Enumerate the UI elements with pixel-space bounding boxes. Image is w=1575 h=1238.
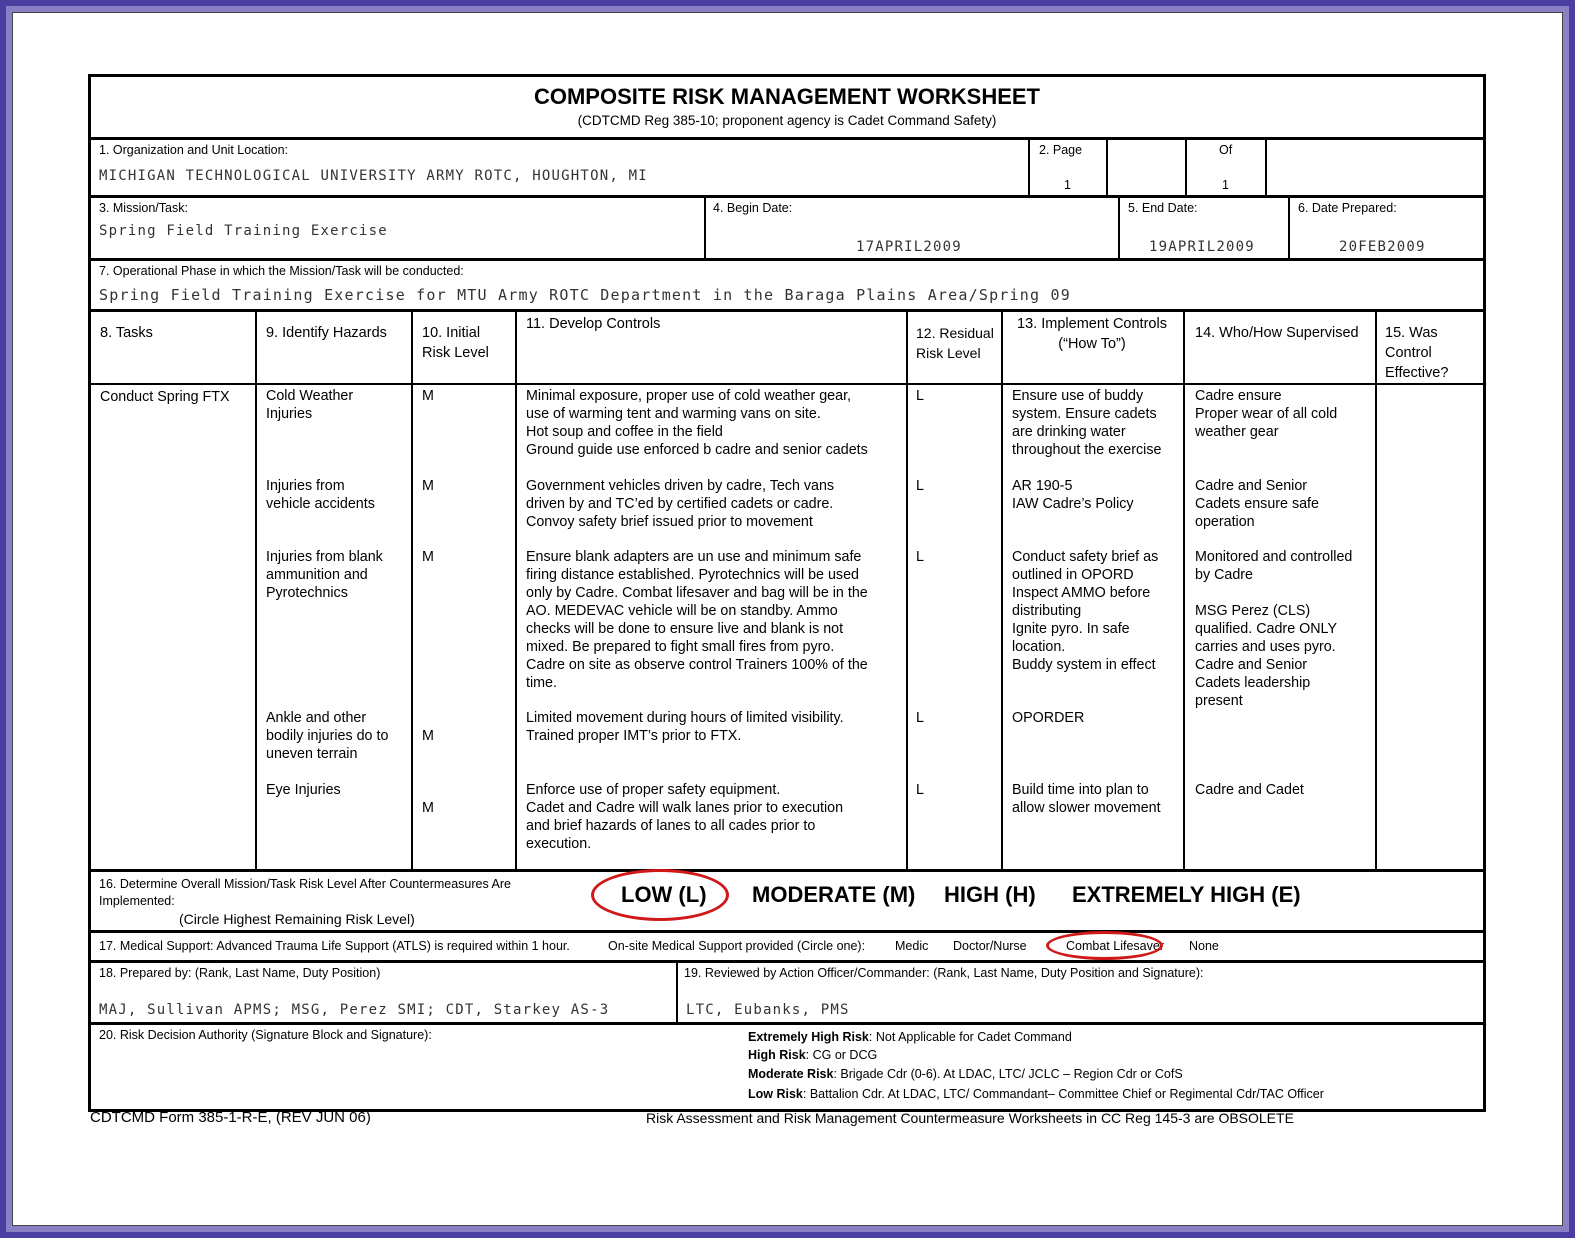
row-3-initial-risk: M bbox=[422, 549, 434, 565]
phase-label: 7. Operational Phase in which the Mission/Task will be conducted: bbox=[99, 264, 464, 278]
date-prepared-value: 20FEB2009 bbox=[1339, 239, 1426, 255]
row-2-implement-line: AR 190-5 bbox=[1012, 478, 1073, 494]
medical-label: 17. Medical Support: Advanced Trauma Life Support (ATLS) is required within 1 hour. bbox=[99, 939, 570, 953]
row-4-hazard bbox=[266, 709, 388, 763]
row-3-controls-line: checks will be done to ensure live and blank is not bbox=[526, 621, 844, 637]
divider bbox=[1001, 310, 1003, 869]
row-3-implement-line: Inspect AMMO before bbox=[1012, 585, 1151, 601]
column-residual-risk-line2: Risk Level bbox=[916, 345, 981, 361]
row-1-controls bbox=[526, 387, 868, 459]
of-value: 1 bbox=[1222, 178, 1229, 192]
risk-high[interactable]: HIGH (H) bbox=[944, 882, 1036, 907]
org-value: MICHIGAN TECHNOLOGICAL UNIVERSITY ARMY ROTC, HOUGHTON, MI bbox=[99, 168, 648, 184]
row-5-supervised-line: Cadre and Cadet bbox=[1195, 782, 1304, 798]
row-3-controls-line: time. bbox=[526, 675, 557, 691]
row-3-supervised-line: present bbox=[1195, 693, 1243, 709]
row-1-supervised-line: Cadre ensure bbox=[1195, 388, 1282, 404]
row-3-hazard-line: Pyrotechnics bbox=[266, 585, 348, 601]
authority-high-text: : CG or DCG bbox=[805, 1048, 878, 1062]
row-5-supervised bbox=[1195, 781, 1304, 799]
authority-low bbox=[748, 1087, 1324, 1101]
authority-label: 20. Risk Decision Authority (Signature Block and Signature): bbox=[99, 1028, 432, 1042]
row-3-supervised-line: carries and uses pyro. bbox=[1195, 639, 1336, 655]
row-2-supervised-line: Cadre and Senior bbox=[1195, 478, 1308, 494]
column-initial-risk bbox=[422, 323, 489, 363]
authority-extreme-level: Extremely High Risk bbox=[748, 1030, 869, 1044]
row-3-supervised-line: Cadre and Senior bbox=[1195, 657, 1308, 673]
divider bbox=[1265, 138, 1267, 195]
row-4-controls-line: Trained proper IMT’s prior to FTX. bbox=[526, 728, 742, 744]
row-2-hazard-line: vehicle accidents bbox=[266, 496, 375, 512]
mission-label: 3. Mission/Task: bbox=[99, 201, 188, 215]
column-residual-risk-line1: 12. Residual bbox=[916, 325, 994, 341]
divider bbox=[1118, 196, 1120, 258]
authority-moderate-level: Moderate Risk bbox=[748, 1067, 834, 1081]
row-1-initial-risk: M bbox=[422, 388, 434, 404]
divider bbox=[1375, 310, 1377, 869]
overall-label-line1: 16. Determine Overall Mission/Task Risk Level After Countermeasures Are bbox=[99, 877, 511, 891]
task-value: Conduct Spring FTX bbox=[100, 389, 230, 405]
page-value: 1 bbox=[1064, 178, 1071, 192]
rule-phase bbox=[91, 309, 1483, 312]
authority-low-level: Low Risk bbox=[748, 1087, 803, 1101]
row-3-supervised-line: qualified. Cadre ONLY bbox=[1195, 621, 1337, 637]
column-tasks: 8. Tasks bbox=[100, 325, 153, 341]
divider bbox=[1028, 138, 1030, 195]
onsite-label: On-site Medical Support provided (Circle one): bbox=[608, 939, 866, 953]
row-3-controls-line: Cadre on site as observe control Trainers 100% of the bbox=[526, 657, 868, 673]
row-1-supervised-line: weather gear bbox=[1195, 424, 1279, 440]
authority-extreme bbox=[748, 1030, 1072, 1044]
row-1-implement-line: system. Ensure cadets bbox=[1012, 406, 1157, 422]
row-1-implement-line: throughout the exercise bbox=[1012, 442, 1162, 458]
risk-extremely-high[interactable]: EXTREMELY HIGH (E) bbox=[1072, 882, 1301, 907]
obsolete-note: Risk Assessment and Risk Management Countermeasure Worksheets in CC Reg 145-3 are OBSOLETE bbox=[646, 1110, 1294, 1126]
row-5-controls bbox=[526, 781, 843, 853]
row-5-implement bbox=[1012, 781, 1161, 817]
form-number: CDTCMD Form 385-1-R-E, (REV JUN 06) bbox=[90, 1109, 371, 1126]
row-5-hazard-line: Eye Injuries bbox=[266, 782, 341, 798]
column-residual-risk bbox=[916, 323, 994, 363]
row-1-controls-line: Hot soup and coffee in the field bbox=[526, 424, 723, 440]
row-1-supervised bbox=[1195, 387, 1337, 441]
end-date-value: 19APRIL2009 bbox=[1149, 239, 1255, 255]
row-4-controls-line: Limited movement during hours of limited visibility. bbox=[526, 710, 844, 726]
page-label: 2. Page bbox=[1039, 143, 1083, 157]
row-1-hazard-line: Injuries bbox=[266, 406, 313, 422]
medical-circle-mark bbox=[1046, 931, 1163, 960]
row-3-supervised bbox=[1195, 548, 1352, 710]
authority-high bbox=[748, 1048, 877, 1062]
divider bbox=[704, 196, 706, 258]
row-4-implement-line: OPORDER bbox=[1012, 710, 1085, 726]
row-5-initial-risk: M bbox=[422, 800, 434, 816]
row-5-controls-line: and brief hazards of lanes to all cades prior to bbox=[526, 818, 816, 834]
row-3-residual-risk: L bbox=[916, 549, 924, 565]
medical-option-none[interactable]: None bbox=[1189, 939, 1219, 953]
row-4-hazard-line: uneven terrain bbox=[266, 746, 358, 762]
row-1-supervised-line: Proper wear of all cold bbox=[1195, 406, 1338, 422]
rule-medical bbox=[91, 960, 1483, 963]
rule-mission bbox=[91, 258, 1483, 261]
begin-date-label: 4. Begin Date: bbox=[713, 201, 793, 215]
rule-prepared bbox=[91, 1022, 1483, 1025]
medical-option-cls[interactable]: Combat Lifesaver bbox=[1066, 939, 1164, 953]
row-1-implement-line: are drinking water bbox=[1012, 424, 1126, 440]
row-3-implement-line: outlined in OPORD bbox=[1012, 567, 1134, 583]
row-4-initial-risk: M bbox=[422, 728, 434, 744]
row-1-controls-line: Ground guide use enforced b cadre and senior cadets bbox=[526, 442, 868, 458]
row-2-supervised-line: Cadets ensure safe bbox=[1195, 496, 1319, 512]
row-2-initial-risk: M bbox=[422, 478, 434, 494]
row-3-supervised-line: Monitored and controlled bbox=[1195, 549, 1353, 565]
authority-low-text: : Battalion Cdr. At LDAC, LTC/ Commandant– Committee Chief or Regimental Cdr/TAC Officer bbox=[802, 1087, 1324, 1101]
row-3-controls-line: only by Cadre. Combat lifesaver and bag will be in the bbox=[526, 585, 868, 601]
row-3-controls-line: firing distance established. Pyrotechnics will be used bbox=[526, 567, 859, 583]
column-initial-risk-line1: 10. Initial bbox=[422, 325, 481, 341]
overall-label-line2: Implemented: bbox=[99, 894, 175, 908]
worksheet-title: COMPOSITE RISK MANAGEMENT WORKSHEET bbox=[533, 84, 1040, 109]
row-5-implement-line: allow slower movement bbox=[1012, 800, 1161, 816]
row-2-controls-line: Government vehicles driven by cadre, Tech vans bbox=[526, 478, 835, 494]
row-2-implement-line: IAW Cadre’s Policy bbox=[1012, 496, 1134, 512]
column-effective-line2: Control bbox=[1385, 345, 1432, 361]
mission-value: Spring Field Training Exercise bbox=[99, 223, 388, 239]
row-2-hazard bbox=[266, 477, 375, 513]
column-hazards: 9. Identify Hazards bbox=[266, 325, 387, 341]
rule-column-header bbox=[91, 383, 1483, 385]
row-4-implement bbox=[1012, 709, 1084, 727]
divider bbox=[676, 961, 678, 1022]
date-prepared-label: 6. Date Prepared: bbox=[1298, 201, 1397, 215]
column-effective-line3: Effective? bbox=[1385, 365, 1449, 381]
divider bbox=[1288, 196, 1290, 258]
medical-option-doctor[interactable]: Doctor/Nurse bbox=[953, 939, 1027, 953]
row-3-supervised-line: Cadets leadership bbox=[1195, 675, 1311, 691]
row-5-controls-line: execution. bbox=[526, 836, 592, 852]
row-3-controls-line: AO. MEDEVAC vehicle will be on standby. Ammo bbox=[526, 603, 838, 619]
row-3-controls-line: Ensure blank adapters are un use and minimum safe bbox=[526, 549, 862, 565]
divider bbox=[255, 310, 257, 869]
reviewed-label: 19. Reviewed by Action Officer/Commander: (Rank, Last Name, Duty Position and Signature): bbox=[684, 966, 1204, 980]
divider bbox=[411, 310, 413, 869]
divider bbox=[906, 310, 908, 869]
risk-circle-mark bbox=[591, 869, 729, 921]
row-4-residual-risk: L bbox=[916, 710, 924, 726]
row-2-controls-line: driven by and TC’ed by certified cadets or cadre. bbox=[526, 496, 834, 512]
reviewed-value: LTC, Eubanks, PMS bbox=[686, 1002, 850, 1018]
column-implement-line2: (“How To”) bbox=[1058, 336, 1126, 352]
rule-org bbox=[91, 195, 1483, 198]
column-supervised: 14. Who/How Supervised bbox=[1195, 325, 1359, 341]
row-1-implement bbox=[1012, 387, 1161, 459]
row-1-controls-line: Minimal exposure, proper use of cold weather gear, bbox=[526, 388, 852, 404]
rule-title bbox=[91, 137, 1483, 140]
divider bbox=[1106, 138, 1108, 195]
row-1-hazard-line: Cold Weather bbox=[266, 388, 354, 404]
authority-high-level: High Risk bbox=[748, 1048, 806, 1062]
row-3-implement-line: location. bbox=[1012, 639, 1066, 655]
row-3-implement-line: Ignite pyro. In safe bbox=[1012, 621, 1130, 637]
row-4-controls bbox=[526, 709, 844, 745]
row-3-implement-line: distributing bbox=[1012, 603, 1082, 619]
overall-label-line3: (Circle Highest Remaining Risk Level) bbox=[179, 911, 415, 927]
row-1-implement-line: Ensure use of buddy bbox=[1012, 388, 1144, 404]
row-3-implement-line: Conduct safety brief as bbox=[1012, 549, 1159, 565]
column-implement bbox=[1012, 314, 1172, 354]
row-3-hazard-line: Injuries from blank bbox=[266, 549, 383, 565]
authority-extreme-text: : Not Applicable for Cadet Command bbox=[868, 1030, 1072, 1044]
row-2-controls bbox=[526, 477, 834, 531]
row-3-hazard-line: ammunition and bbox=[266, 567, 368, 583]
row-3-hazard bbox=[266, 548, 383, 602]
row-2-supervised-line: operation bbox=[1195, 514, 1255, 530]
of-label: Of bbox=[1219, 143, 1233, 157]
column-initial-risk-line2: Risk Level bbox=[422, 345, 489, 361]
row-4-hazard-line: bodily injuries do to bbox=[266, 728, 389, 744]
row-3-supervised-line bbox=[1195, 584, 1352, 602]
row-5-implement-line: Build time into plan to bbox=[1012, 782, 1149, 798]
divider bbox=[515, 310, 517, 869]
divider bbox=[1185, 138, 1187, 195]
row-5-hazard bbox=[266, 781, 341, 799]
row-2-controls-line: Convoy safety brief issued prior to movement bbox=[526, 514, 813, 530]
begin-date-value: 17APRIL2009 bbox=[856, 239, 962, 255]
org-label: 1. Organization and Unit Location: bbox=[99, 143, 289, 157]
row-3-implement bbox=[1012, 548, 1158, 674]
column-implement-line1: 13. Implement Controls bbox=[1017, 316, 1167, 332]
row-2-supervised bbox=[1195, 477, 1319, 531]
row-1-hazard bbox=[266, 387, 353, 423]
row-3-controls-line: mixed. Be prepared to fight small fires from pyro. bbox=[526, 639, 835, 655]
row-5-controls-line: Cadet and Cadre will walk lanes prior to execution bbox=[526, 800, 844, 816]
phase-value: Spring Field Training Exercise for MTU Army ROTC Department in the Baraga Plains Area/Spring 09 bbox=[99, 286, 1071, 304]
authority-moderate-text: : Brigade Cdr (0-6). At LDAC, LTC/ JCLC – Region Cdr or CofS bbox=[833, 1067, 1183, 1081]
row-3-implement-line: Buddy system in effect bbox=[1012, 657, 1156, 673]
worksheet-subtitle: (CDTCMD Reg 385-10; proponent agency is Cadet Command Safety) bbox=[577, 113, 997, 128]
row-2-hazard-line: Injuries from bbox=[266, 478, 345, 494]
rule-table-bottom bbox=[91, 869, 1483, 872]
authority-moderate bbox=[748, 1067, 1183, 1081]
row-3-supervised-line: MSG Perez (CLS) bbox=[1195, 603, 1311, 619]
row-1-residual-risk: L bbox=[916, 388, 924, 404]
rule-overall bbox=[91, 930, 1483, 933]
risk-moderate[interactable]: MODERATE (M) bbox=[752, 882, 916, 907]
row-2-residual-risk: L bbox=[916, 478, 924, 494]
column-controls: 11. Develop Controls bbox=[526, 316, 661, 332]
row-1-controls-line: use of warming tent and warming vans on site. bbox=[526, 406, 821, 422]
divider bbox=[1183, 310, 1185, 869]
row-3-supervised-line: by Cadre bbox=[1195, 567, 1254, 583]
prepared-value: MAJ, Sullivan APMS; MSG, Perez SMI; CDT, Starkey AS-3 bbox=[99, 1002, 610, 1018]
end-date-label: 5. End Date: bbox=[1128, 201, 1198, 215]
risk-low[interactable]: LOW (L) bbox=[621, 882, 707, 907]
row-5-controls-line: Enforce use of proper safety equipment. bbox=[526, 782, 781, 798]
prepared-label: 18. Prepared by: (Rank, Last Name, Duty Position) bbox=[99, 966, 381, 980]
column-effective-line1: 15. Was bbox=[1385, 325, 1438, 341]
column-effective bbox=[1385, 323, 1448, 383]
medical-option-medic[interactable]: Medic bbox=[895, 939, 929, 953]
row-5-residual-risk: L bbox=[916, 782, 924, 798]
row-2-implement bbox=[1012, 477, 1134, 513]
row-3-controls bbox=[526, 548, 868, 692]
row-4-hazard-line: Ankle and other bbox=[266, 710, 367, 726]
worksheet-form bbox=[88, 74, 1486, 1112]
